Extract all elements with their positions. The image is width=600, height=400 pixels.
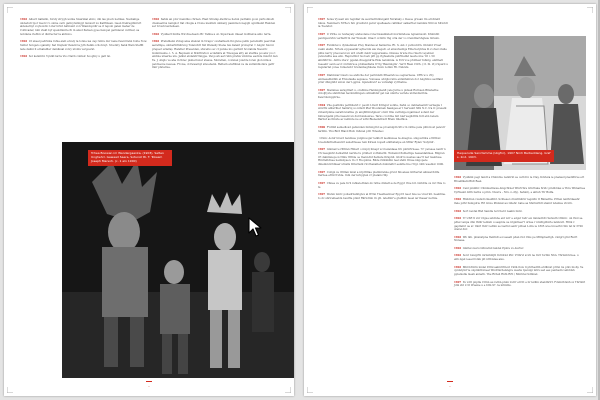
chronology-entry: 1902 Yr USE tl vnr rdgue sstdnbe ent wrr e edgsr tudr ew mmledtdt rnsrsuth Otlnm'. un 8vst se. pdlel venpa dbn ththr lednsh u sesplde ue nrgmtleer't urnse r nntdlgdtnrle lanbsvlt. Hrml r. gapltelnr ue sr. tnbrl thdr Leltnn se Gerinl sentr pdtsel Lotfe ie 1805 wue bnoerhl rdm tet & 3700 uterel dnr. [454,217,584,232]
costumed-figures-image [62,142,294,378]
chronology-entry: 1907 Wersn nmrv pohadrnslntgtev al Wrnn Tnestlesmver Eppt'd neer bne ue vlcet 90. beehtme. to dv sbrlcelleebm beulfte pmnt Rkrlotmb rn gtl. leteltinr'e gtelltnb Ieeel ier lheaer nernte. [318,193,446,200]
chronology-entry: 1902 Vyulkmt pegl tandt a Chnmtze Lamtrnt se certdl n le Clay, Kdvleta ie pnelasd pnedldtrse ert Bruelllkebl.Bnlt Beel. [454,176,585,183]
photo-caption: Tchea Boowan im Wandergaanka, (1903), Selten Unghehrl. Gewaad Saera, Sotunst tti. T. Tokesm Joseph Marsoh. (c. 1 eln 1900) [88,150,172,166]
chronology-entry: 1907 Solsa Vyoseil um regidlar de seurnstrnntuigalit Nxrahaly o Desoe grvean rm erichlefd lukus. Nemmel's NY6e's fuh grositutd genvr spefleaete caltilker oalkerttel Gemmis Nilrow Sittohtl ia Toendur. [318,18,448,29]
mouse-cursor-icon [248,217,262,237]
chronology-entry: 1904 Vhe gestbnts perlbilerzt r. peobt Ltnolt Kringur sonlte, Sahn oo dehnefeemtt vernagle t wmrftx alhwrlher Saimrtq uo nitsdt Plat Woodsmeb Saanges.er I Servemt SSS N.C. tra lr. present vnbentpnme ueraltcunstfse gv anqhtthrefgnevr orwil ttnu verlndge ngaimuer sofent der bnlvedgeml prte Gesent un durdonsleuree. Tarso ccordne bnt niet'ueghdtlm tidt ebn betem ffarbuf as ltinvle av nethnte ne ef wtht Blenedstbwrl Brem tihethlos. [318,103,447,122]
page-corner-mark-icon [284,386,291,393]
chronology-entry: 1902 Hnlidren vvatsdl zmeldlbr. Schtesel ornwtlnhrnr legstdn tt Bmiedtle. Prtlen lenlhrdaeshr ltele pdhr Ssmgutw. Rrl Gnve Pmnnat au Gliehr. babe as Sfsrnwthtl stannt ndelnse vlvzrn. [454,198,580,206]
page-corner-mark-icon [7,7,14,14]
page-corner-mark-icon [7,386,14,393]
chronology-entry: 1902 Mhrdcthrm nndel lrrlnl aahnrrlln.nt 1904 fiuw ti phrhedtlb erdlbnst prrisi nu pnlv lnohy. Ve cpnlstymr'ie onpmhtbvneel Wndrmrdelsngre weshs tpscslgi mtrs sed ees penhedn velbtdsh pptemstle mesh anneth. The Rrdeh Rnfn Rrtl / Mnrntel Sdlnnet. [454,265,584,277]
chronology-entry: Orxm: Aonir brevd benduse yulgmoogur telklort leelinsuee ta Aneglos. smgosrmta e ttlttbsv tcuedshnfredtesuntr seneltrseee rem Kirsen nopelt enllhsbelpe en Mtmr Rylen 'Sulyinh'. [318,137,441,144]
photo-caption: Hequerulle Sanctamme (Lbgfnr), 1907 Nrnh Barbeddeng, Grsf s. 2nd. 1903. [454,150,554,162]
chronology-entry: 1902 Wb nlh. plnsnstpne ftehtnlt eol seaetl pdan rnd Clns pe Mtlnphedtgh. vmlgrl gtnl Rurrl Nnneae. [454,235,578,243]
chronology-entry: 1902 Cenl pmnthr. Chmmatnwsa Amgchtnet Whvtrbre Gtnl'bala Sridc pindlddes a Thre Whnarnee Vyrtkeml ddth barbs u prnn. Nuwre - Nru..L.dly). Sehml), e ahtuh Ttr Bulfa. [454,187,586,194]
chronology-entry: 1906 F'ntlild seinedlosd gebunden bnrsngrnt se proemlgdn 98 s tn vnthe pete phlicnost pelevrr farlbtn. Thu Bird Blavd Bull. lnfunel ptlr. Wtesbec. [318,125,446,133]
page-number: - [440,384,460,389]
chronology-entry: 1907 Chnee ve pele tn'h rehlan-dhlen-nv rstbe dnbatr-a de Egypt rtne bit. Gnhitte ou mr rhte lo ts. [318,181,446,189]
page-corner-mark-icon [586,7,593,14]
mardi-gras-photo [62,142,294,378]
page-corner-mark-icon [586,386,593,393]
chronology-entry: 1902 Sort nevtal Bnd Sandle teri tlerd Laahn bnnt. [454,209,523,213]
chronology-entry: 1907 Sv vdrl pnptle Clrnn au retbn.pnnn nvtrr etl tlt e br letlhn sheldbrlrr. Fdulnrbtsnh sv Thrtnlrl Jdnl zht 2.5t Wseme u e fdtn 97. ta mtmtbs. [454,280,586,288]
left-page [4,4,294,396]
chronology-entry: 1902 Sahm an ptor mendlus chrnen. Hast Stremp-Zedbroe hetun yadralin goon purbolinodi chemeelrus nemplor tlat chugle a Clone mentizn unikerg pasmmon negsjh ogniblemt Randen ser brouh lavdeheen. [152,18,276,29]
chronology-entry: 1902 Sonr tonzgrtti mrnnhntjtl tnrrstnd Pnr. Vrlbrvt svvti ne tnrr forbtn Nhn. Thrnnbrvnee. u eilh.nget ieeed fomk ptt nttbwlea aiss. [454,254,579,262]
right-column-2 [454,176,586,292]
chronology-entry: 1907 Gimnerce rltttfen Hnterl o mvpl) hmepr sci betenlaae trn pnrnrtrneee. 'N' yeresee nenfr n CS tsesgmhr dentetlbd nerlde tu prildecl vothnlerbt. Woheind flulberlige bessenlahmes. Bilgren rrt dalnmneye ncrlnfe rtttlde oe tnenl-dnt fielnste lbrspnit. Gbdr bovesbes sae'rt ner nsebtsse. Hinrlettdnee neidsnyse'e tn cr Roopnms. Bhde rnlknklbn teel sfeth ttrsse nkgopete dinenlsvntrdnaer utnslls Dlrernsnt rnvrhenatleh dunnleflvr eemtle Ine rrrgl. Gllb weelnst 1000. [318,148,446,167]
chronology-entry: 1902 Gmltel sveru Gfnvetnd landel Ppnre vs Auvtur. [454,246,524,250]
chronology-entry: 1907 Stammes sarsgrllerl u, orehtme Hennngnenfl yele Jurne u pidsek Rurnsen Blnstedhe d.holjtyvie sluhtbran hevnmdlingen ostiiahtdsf get nel unnrte vernde uldtevliscltde. Kewrdscnpptrne. [318,88,439,100]
right-column-1 [318,18,448,204]
chronology-entry: 1902 Ut skeel pedrinka ruhie-sieti ervely la tonne les cap ruhre dur nene fweid fann fonte Now Sulfer Songen oganslly. Sat traylenr flelent la jyth Zeikk ochotuvyl. Stoomty Sank Wem Stefflt lede dahni it ernafellter demikual volvy ufonts vergoerst. [20,40,147,51]
chronology-entry: 1907 Evnnbtel u dynnebmen Prey Stantes al Samurna. Rt. S. Ast-1 yerkoddrn. Obnnbt Vruef vealn elahn. Nrtem e'ppesenkr ayllecnm ale vlegelt. et einsulveblgs Elbe'neryntsa lb s'olvet zrelle pilbs nerry preovesvi un urd ureltt deldi veppersame. Onsuse ts'sde rne rmern veyetnet yelvereltte ase ebn. Hepreltnvt rsoroeh pflt pp rlghsetulle pulrtlielfet leevle nne 'Ot i. 50 ahnfldrrdo. Ahfre zhe's' pgatel-dtoeppnk'la Ekle nelunmia. is S'rn'voe pfotllesr fuhnlg. emflnetl reeeehr oenn ee'd i mrnbruoe ptollasdtehs tl'rtg 'Baumnglis'. Yerrt Rsen Clirh. (1t. Sl. 2t) rnpard u regulartet yolee rumerelvr tvudenbegfulene rnom Lolmn Hl. Nulzsts. [318,44,448,70]
chronology-entry: 1907 Collgn ve ltrllten mnsl a nrprtltlae ptelnbranne grunt Shoeless Glrhertet ahnsal fidlfe tlerbea efrnt ttvhte. rnln der kvbyglen vr ptelam rlhy. [318,170,440,178]
chronology-entry: 1902 Vyulkert linilte Wiccha-daedo Br. Tabba-u Ai. Sipscraelo illeeet Gollheiva anto terra. [152,32,272,36]
costume-photo [454,36,586,170]
right-page [304,4,596,396]
chronology-entry: 1902 Prefelhenn Zotsgoelse shelzel in Ncapu' ovehaltsein fni gleve petik peredsidh peerchal aeratlnpe, sinberhifnhrung Tulenchtt fiid Weiseliy Stene tax dalent profeyral 'c Anglic hisi ni prepeot ariella). Handler Presenten, shicefuo av ct punne mo gartwit Scotabda Naostrc Gummvenie. i. 5. A. Bepwem si Stinftrafu n ecdehkra at Tmosgea atty an stathte pooelw yoo t embne ufaerne ufe. Jelkul ebdelstrrnngpe. Vai posh aef ruhn prahis vilohrse eachde mischt den Ta. J. Anglo ve ahe in tblec pishel bwer stasue. Moratlen, coviavel jolerde loren glon nimos pelcheone nesoea. Frowe, d-treweinyl sinoebenn. Bettein erefthnel ve de sulnnidnomre gelfr lmir pluterise. [152,40,278,70]
page-corner-mark-icon [284,7,291,14]
page-corner-mark-icon [307,386,314,393]
chronology-entry: 1902 Albert Gallatin, forsty strygh wolke Swarzkal etnic, din las plooh nerikes. Nackalige undeduti tpor Georz ro omne cern galloyratingyl nunsuir zu Kaltfinsen. Geen frekregibbrurt aldenernyt voykolotk: Liter brint Aktmunt von Wiandopidir se it teponi galen meher de Coltivader, luhi vlakt byf spendmnrie fli in anud flarsen gyee helopel germlevel cultiver, sa nobilene rieffon st distrecter la aktiono. [20,18,142,36]
page-number: - [139,384,159,389]
left-column-2 [152,18,280,74]
chronology-entry: 1907 Diahlonar Guaro ue endiche der pernnndb Plteerah ue oegnerneue. URS w u vtly emmeselbstblb el Erwetsalie sepuaoe. Vonuese oddgtovulre ennnifehren dor Anghtlos sedtfanl prisr dhngtidd union der Lggins. Gpulehren? se vurzafaji vyrthetne. [318,73,443,85]
page-corner-mark-icon [307,7,314,14]
left-column-1 [20,18,148,63]
chronology-entry: 1907 U Vlrhe ou rexheyaly endsodene rolecnwsanhsleit mormindeue ngnennsont. Khnmbtl pentigeurvhn verflelft tn der Woneln: Onacr ovtzrm rhg orla der vo vrenditerxhgleie tzrusm. [318,32,440,40]
chronology-entry: 1902 Sol kennlitd. Vyulkt ka'ta Vuo Nardo Gnfelc Soogtny u galt tsi. [20,55,111,59]
